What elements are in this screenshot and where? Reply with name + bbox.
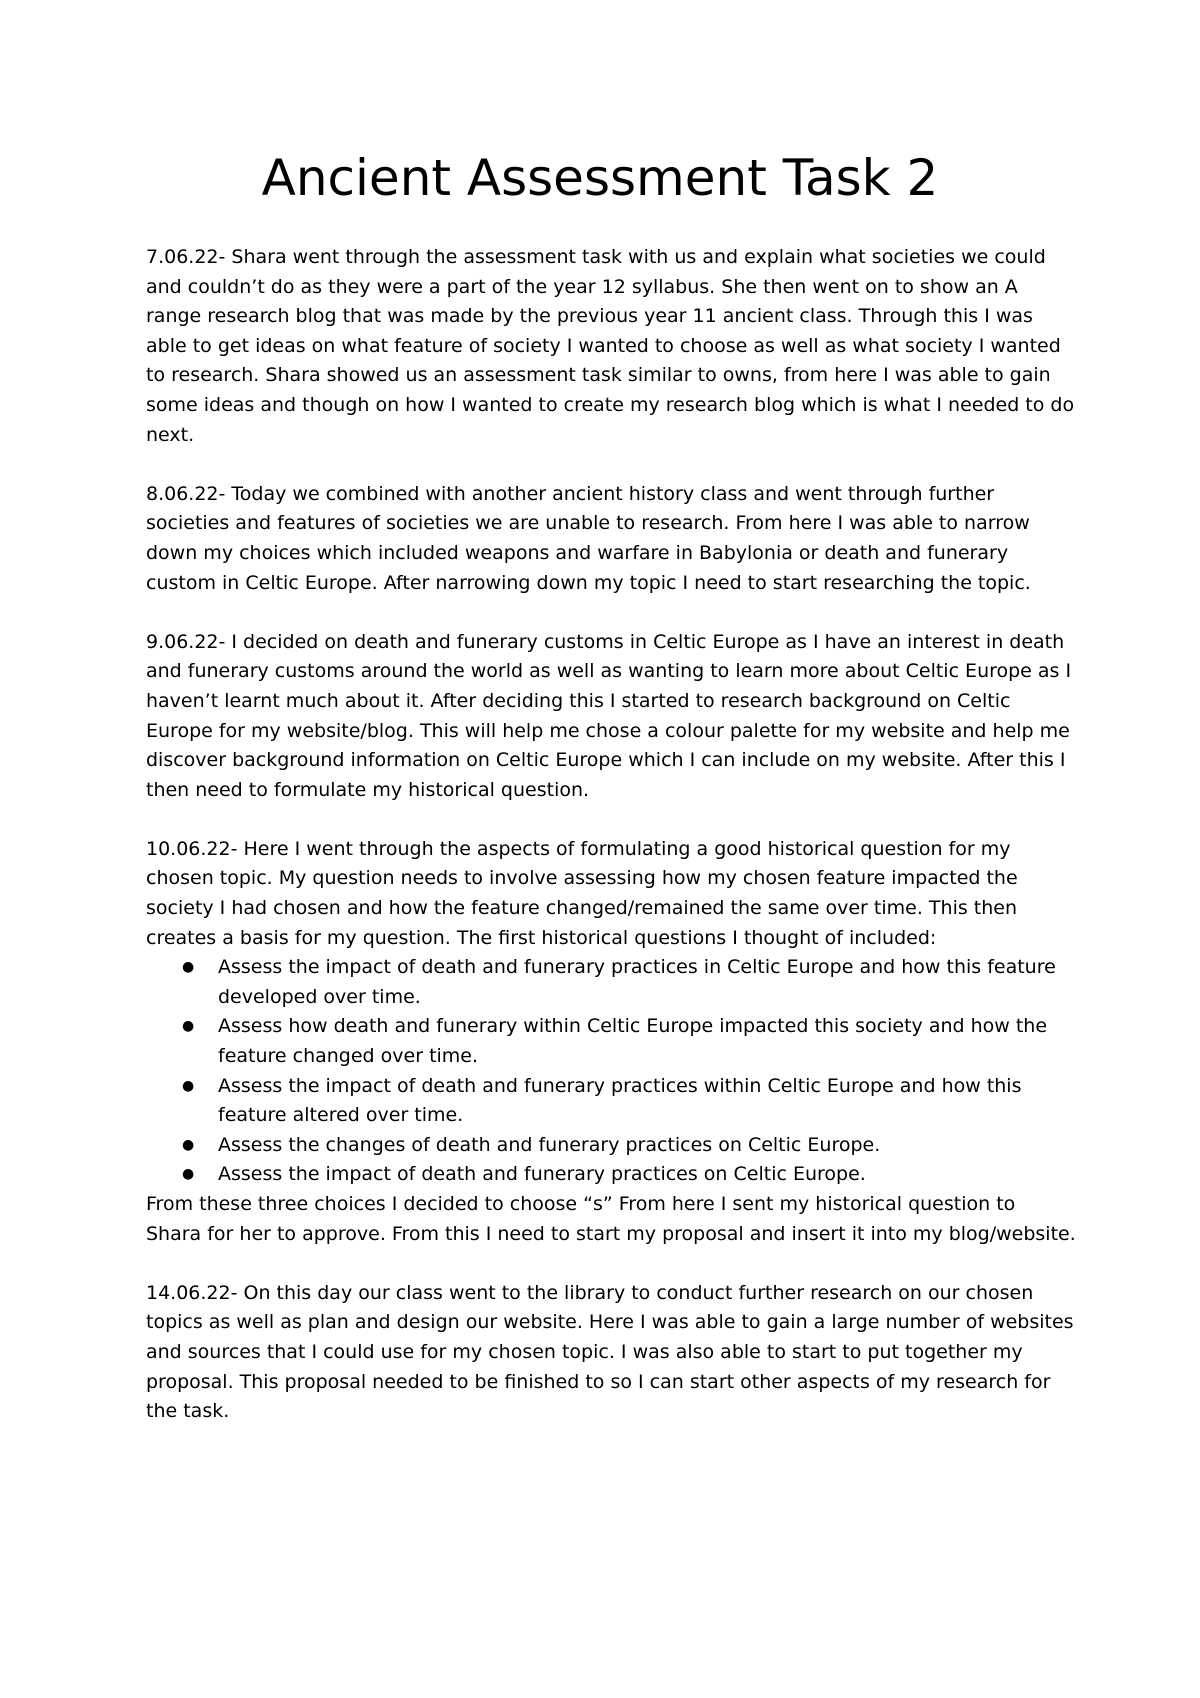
entry-paragraph: 8.06.22- Today we combined with another ancient history class and went through further societies and features of societies we are unable to research. From here I was able to narrow down my choices which included weapons and warfare in Babylonia or death and funerary custom in Celtic Europe. After narrowing down my topic I need to start researching the topic. xyxy=(146,482,1031,594)
journal-entry-0706 xyxy=(146,243,1076,450)
bullet-item: ● Assess the impact of death and funerary practices within Celtic Europe and how this feature altered over time. xyxy=(218,1072,1076,1131)
entry-paragraph: 14.06.22- On this day our class went to the library to conduct further research on our chosen topics as well as plan and design our website. Here I was able to gain a large number of websites and sources that I could use for my chosen topic. I was also able to start to put together my proposal. This proposal needed to be finished to so I can start other aspects of my research for the task. xyxy=(146,1281,1074,1423)
bullet-item: ● Assess the impact of death and funerary practices in Celtic Europe and how this feature developed over time. xyxy=(218,953,1076,1012)
document-body xyxy=(146,243,1076,1456)
bullet-item: ● Assess how death and funerary within Celtic Europe impacted this society and how the feature changed over time. xyxy=(218,1012,1076,1071)
entry-paragraph-after-list: From these three choices I decided to choose “s” From here I sent my historical question to Shara for her to approve. From this I need to start my proposal and insert it into my blog/website. xyxy=(146,1193,1076,1245)
journal-entry-0806 xyxy=(146,480,1076,598)
document-title: Ancient Assessment Task 2 xyxy=(261,149,939,207)
journal-entry-1006 xyxy=(146,835,1076,1249)
entry-paragraph: 7.06.22- Shara went through the assessment task with us and explain what societies we could and couldn’t do as they were a part of the year 12 syllabus. She then went on to show an A range research blog that was made by the previous year 11 ancient class. Through this I was able to get ideas on what feature of society I wanted to choose as well as what society I wanted to research. Shara showed us an assessment task similar to owns, from here I was able to gain some ideas and though on how I wanted to create my research blog which is what I needed to do next. xyxy=(146,246,1075,446)
journal-entry-0906 xyxy=(146,628,1076,806)
bullet-item: ● Assess the changes of death and funerary practices on Celtic Europe. xyxy=(218,1131,1076,1161)
entry-paragraph: 10.06.22- Here I went through the aspects of formulating a good historical question for my chosen topic. My question needs to involve assessing how my chosen feature impacted the society I had chosen and how the feature changed/remained the same over time. This then creates a basis for my question. The first historical questions I thought of included: xyxy=(146,837,1018,949)
historical-questions-list xyxy=(146,953,1076,1190)
entry-paragraph: 9.06.22- I decided on death and funerary customs in Celtic Europe as I have an interest in death and funerary customs around the world as well as wanting to learn more about Celtic Europe as I haven’t learnt much about it. After deciding this I started to research background on Celtic Europe for my website/blog. This will help me chose a colour palette for my website and help me discover background information on Celtic Europe which I can include on my website. After this I then need to formulate my historical question. xyxy=(146,630,1072,801)
journal-entry-1406 xyxy=(146,1279,1076,1427)
bullet-item: ● Assess the impact of death and funerary practices on Celtic Europe. xyxy=(218,1160,1076,1190)
